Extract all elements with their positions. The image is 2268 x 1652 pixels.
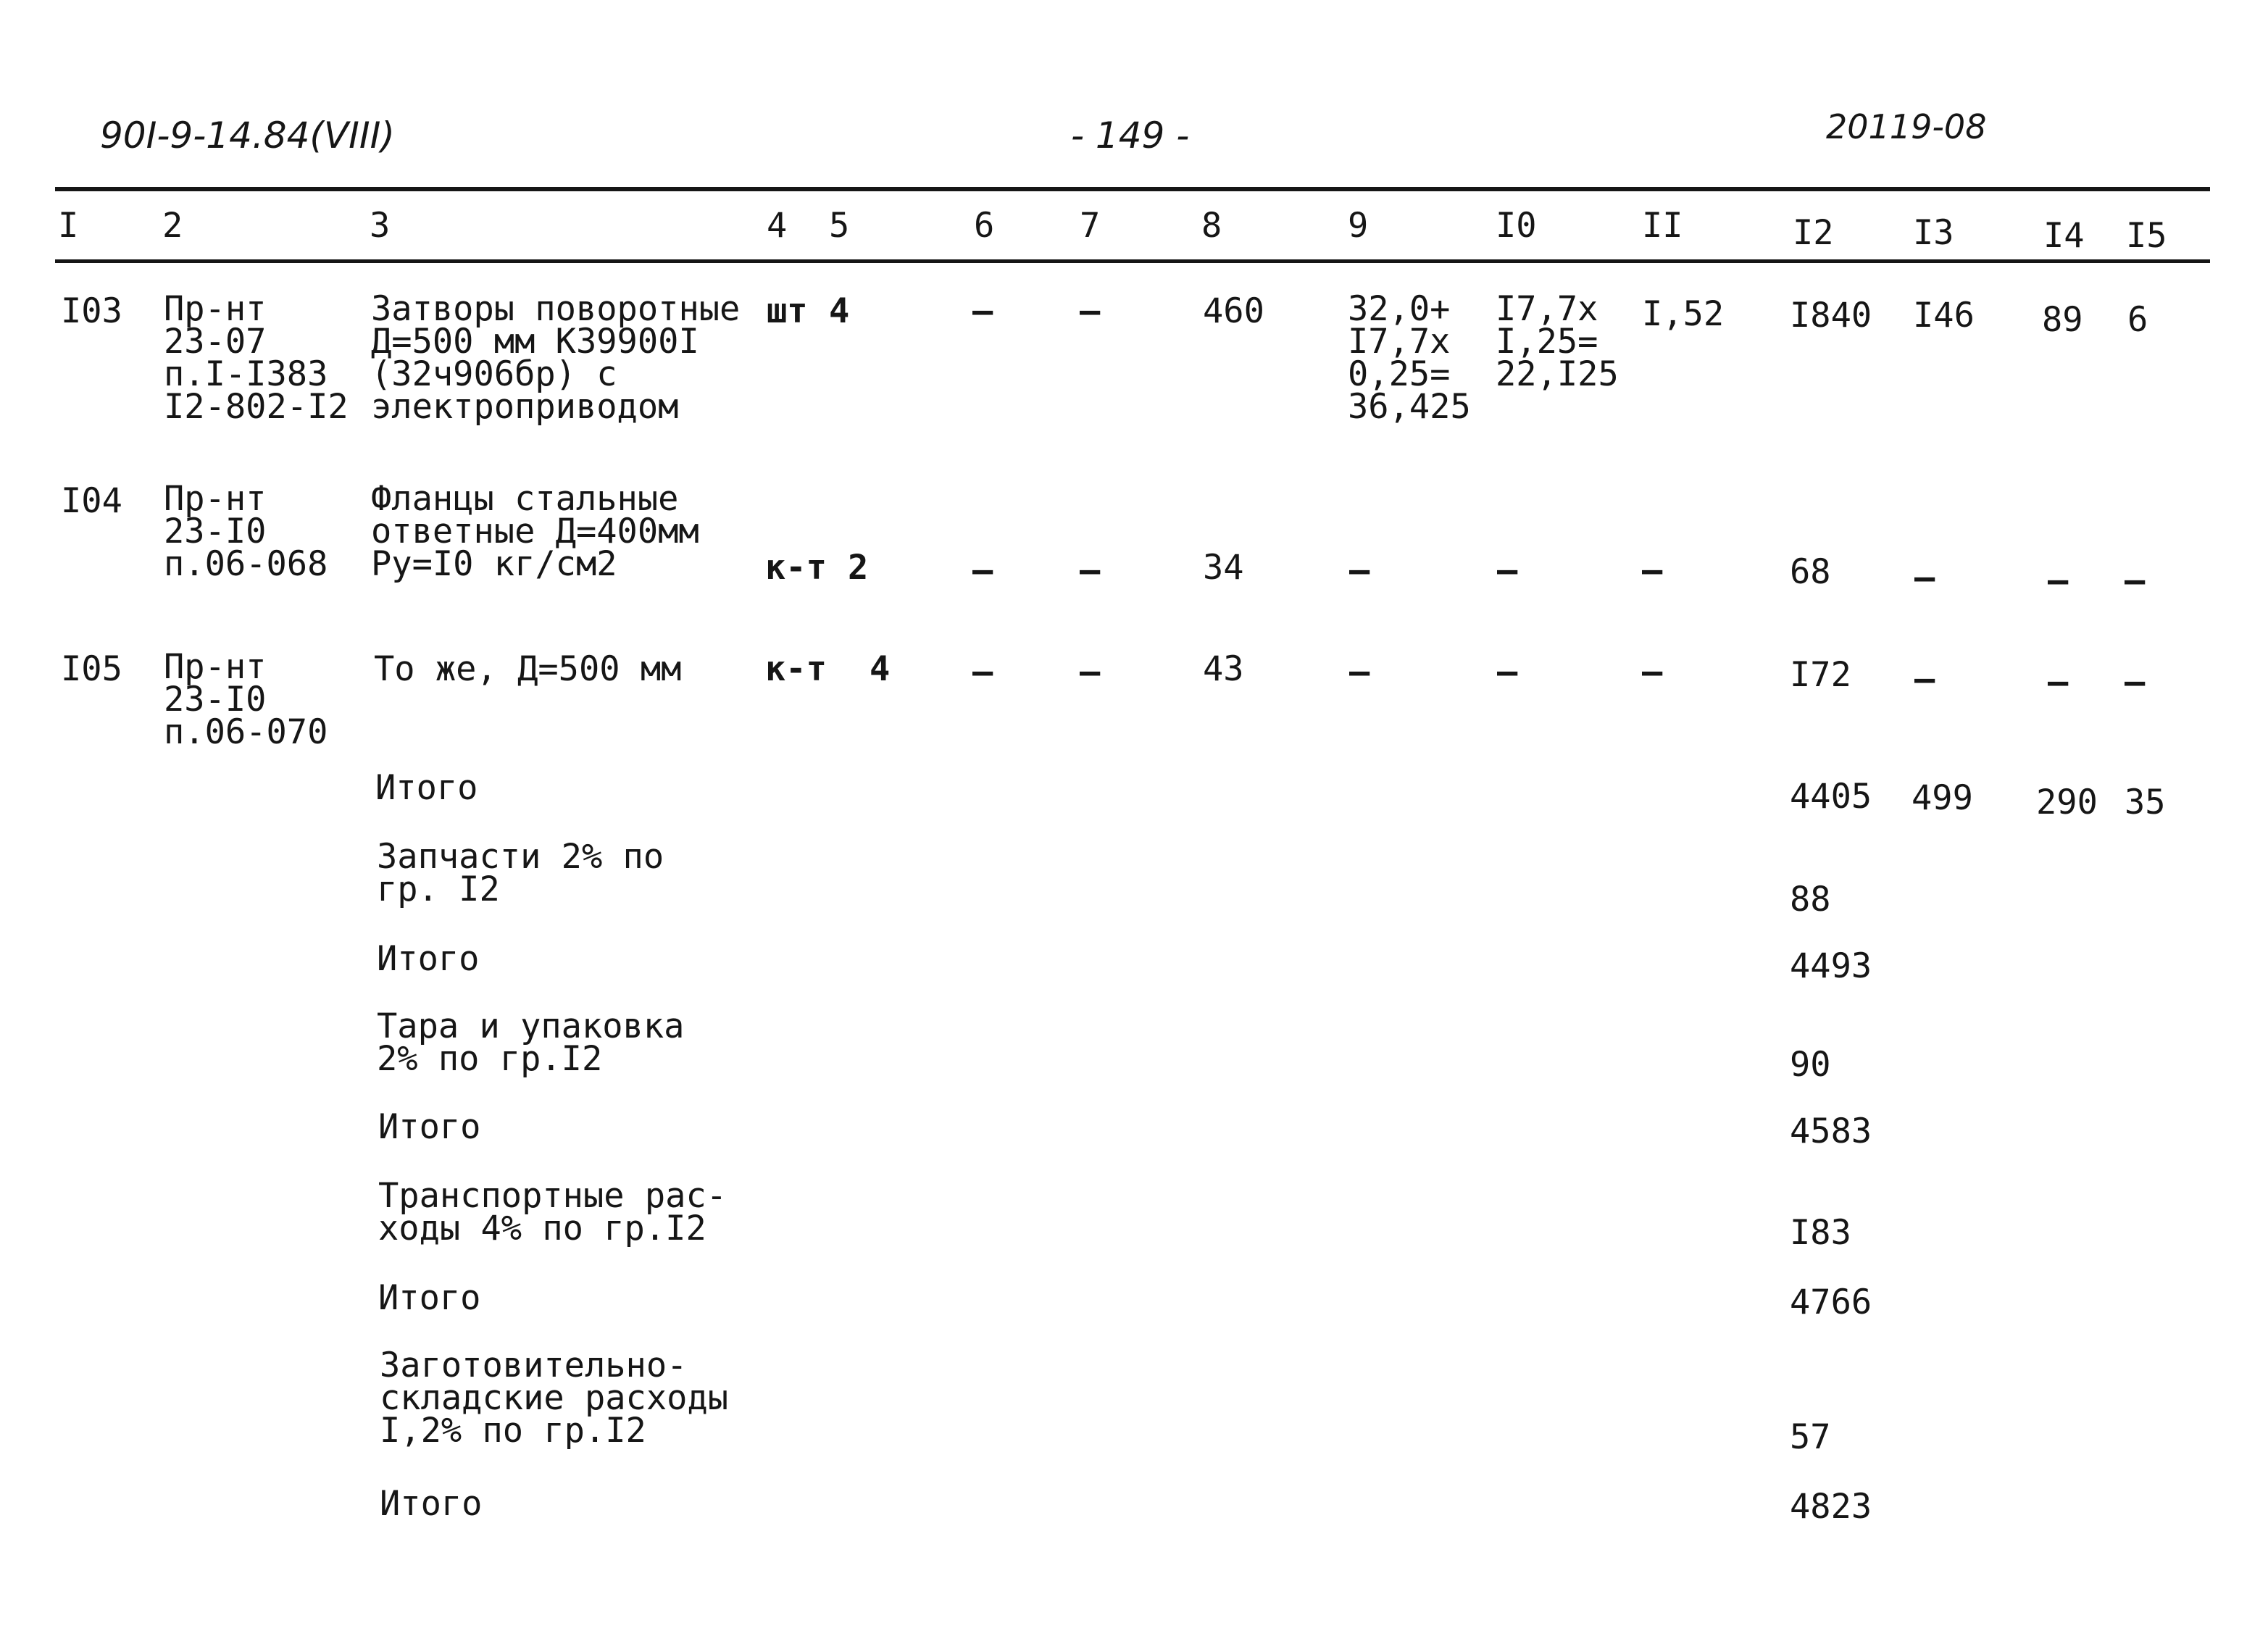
summary-label: Итого xyxy=(378,1107,481,1147)
summary-col12: 4493 xyxy=(1790,946,1872,986)
summary-label: Итого xyxy=(375,768,478,808)
column-header: I xyxy=(58,206,79,246)
summary-col12: 4823 xyxy=(1790,1487,1872,1527)
column-header: 3 xyxy=(370,206,391,246)
column-header: 7 xyxy=(1080,206,1101,246)
col7-value: – xyxy=(1080,291,1101,331)
column-header: I5 xyxy=(2126,216,2167,256)
summary-col12: 4583 xyxy=(1790,1111,1872,1151)
column-header: 4 xyxy=(767,206,788,246)
item-name: Затворы поворотные Д=500 мм К39900I (32ч906бр) с электроприводом xyxy=(371,289,741,427)
col6-value: – xyxy=(972,291,993,331)
quantity: 4 xyxy=(870,649,891,689)
top-rule xyxy=(55,187,2210,191)
col6-value: – xyxy=(972,551,993,591)
summary-col12: 90 xyxy=(1790,1045,1831,1085)
summary-col12: 4405 xyxy=(1790,777,1872,817)
col9-value: – xyxy=(1349,652,1370,692)
unit: шт xyxy=(767,291,808,331)
row-number: I04 xyxy=(61,481,122,521)
col15-value: – xyxy=(2125,561,2146,601)
header-bottom-rule xyxy=(55,259,2210,263)
row-number: I03 xyxy=(61,291,122,331)
col15-value: – xyxy=(2125,662,2146,702)
col12-value: 68 xyxy=(1790,552,1831,592)
summary-col12: 4766 xyxy=(1790,1282,1872,1322)
column-header: I0 xyxy=(1496,206,1537,246)
col15-value: 6 xyxy=(2127,300,2148,340)
summary-col14: 290 xyxy=(2036,783,2098,822)
col11-value: – xyxy=(1642,652,1663,692)
column-header: 5 xyxy=(829,206,850,246)
column-header: II xyxy=(1642,206,1683,246)
summary-label: Итого xyxy=(378,1278,481,1318)
summary-label: Итого xyxy=(380,1484,483,1524)
col13-value: I46 xyxy=(1913,296,1975,335)
col7-value: – xyxy=(1080,551,1101,591)
summary-col15: 35 xyxy=(2125,783,2166,822)
unit: к-т xyxy=(765,548,827,588)
summary-label: Запчасти 2% по гр. I2 xyxy=(377,837,664,909)
col6-value: – xyxy=(972,652,993,692)
price-reference: Пр-нт 23-I0 п.06-070 xyxy=(164,647,328,752)
item-name: Фланцы стальные ответные Д=400мм Ру=I0 кг/см2 xyxy=(371,479,699,584)
summary-col13: 499 xyxy=(1911,778,1973,818)
summary-col12: 88 xyxy=(1790,880,1831,919)
col7-value: – xyxy=(1080,652,1101,692)
item-name: То же, Д=500 мм xyxy=(374,649,682,689)
quantity: 2 xyxy=(848,548,869,588)
summary-col12: I83 xyxy=(1790,1213,1851,1253)
col11-value: – xyxy=(1642,551,1663,591)
col9-value: – xyxy=(1349,551,1370,591)
column-header: 6 xyxy=(974,206,995,246)
quantity: 4 xyxy=(829,291,850,331)
column-header: I4 xyxy=(2043,216,2085,256)
page-number: - 149 - xyxy=(1071,114,1190,157)
col13-value: – xyxy=(1914,659,1935,699)
summary-label: Заготовительно- складские расходы I,2% по гр.I2 xyxy=(380,1346,729,1451)
col10-value: – xyxy=(1497,652,1518,692)
col10-value: – xyxy=(1497,551,1518,591)
price-reference: Пр-нт 23-07 п.I-I383 I2-802-I2 xyxy=(164,289,349,427)
column-header: 8 xyxy=(1201,206,1222,246)
col12-value: I72 xyxy=(1790,655,1851,695)
price-reference: Пр-нт 23-I0 п.06-068 xyxy=(164,479,328,584)
document-code: 90I-9-14.84(VIII) xyxy=(100,114,395,157)
column-header: I2 xyxy=(1793,213,1834,253)
col10-value: I7,7х I,25= 22,I25 xyxy=(1496,289,1619,394)
col8-value: 460 xyxy=(1203,291,1264,331)
col12-value: I840 xyxy=(1790,296,1872,335)
col8-value: 34 xyxy=(1203,548,1244,588)
col14-value: 89 xyxy=(2042,300,2083,340)
col9-value: 32,0+ I7,7х 0,25= 36,425 xyxy=(1348,289,1471,427)
col14-value: – xyxy=(2048,662,2069,702)
summary-label: Транспортные рас- ходы 4% по гр.I2 xyxy=(378,1176,727,1248)
summary-label: Тара и упаковка 2% по гр.I2 xyxy=(377,1006,685,1079)
col13-value: – xyxy=(1914,558,1935,598)
col14-value: – xyxy=(2048,561,2069,601)
unit: к-т xyxy=(765,649,827,689)
col11-value: I,52 xyxy=(1642,294,1725,334)
inventory-number: 20119-08 xyxy=(1826,107,1987,146)
summary-col12: 57 xyxy=(1790,1417,1831,1457)
col8-value: 43 xyxy=(1203,649,1244,689)
column-header: I3 xyxy=(1913,213,1954,253)
row-number: I05 xyxy=(61,649,122,689)
summary-label: Итого xyxy=(377,939,480,979)
column-header: 9 xyxy=(1348,206,1369,246)
column-header: 2 xyxy=(162,206,183,246)
